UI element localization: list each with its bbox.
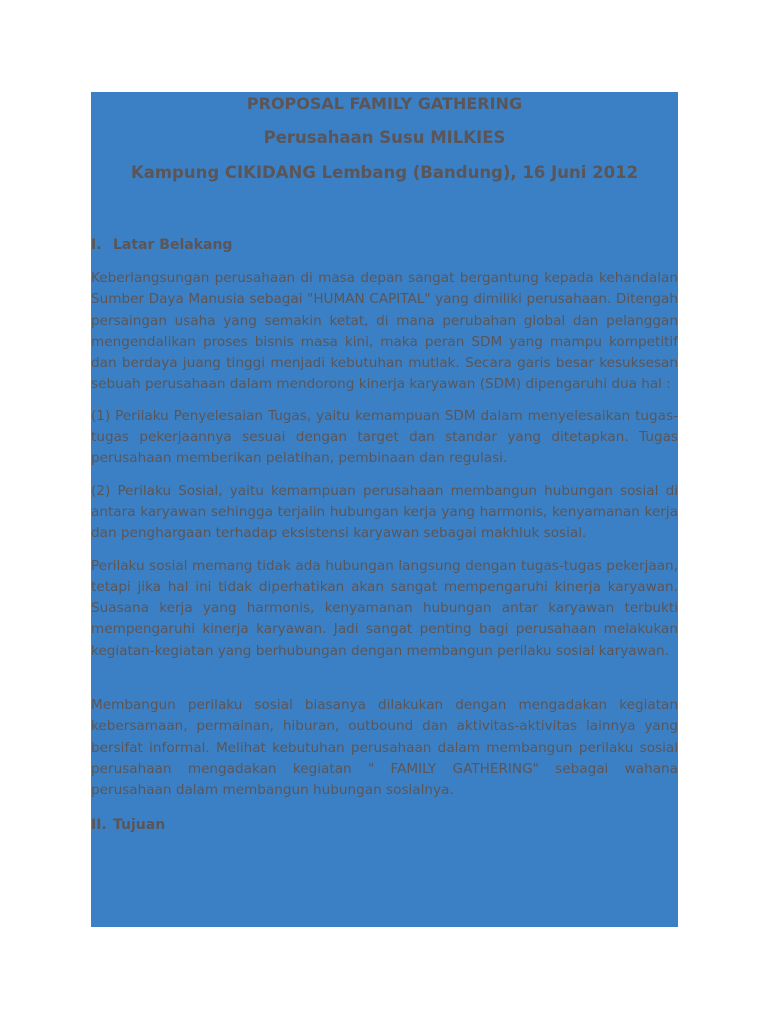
paragraph: (2) Perilaku Sosial, yaitu kemampuan perusahaan membangun hubungan sosial di antara karyawan sehingga terjalin hubungan kerja yang harmonis, kenyamanan kerja dan penghargaan terhadap eksistensi karyawan sebagai makhluk sosial.: [91, 482, 678, 542]
paragraph: Perilaku sosial memang tidak ada hubungan langsung dengan tugas-tugas pekerjaan, tetapi jika hal ini tidak diperhatikan akan sangat mempengaruhi kinerja karyawan. Suasana kerja yang harmonis, kenyamanan hubungan antar karyawan terbukti mempengaruhi kinerja karyawan. Jadi sangat penting bagi perusahaan melakukan kegiatan-kegiatan yang berhubungan dengan membangun perilaku sosial karyawan.: [91, 557, 678, 659]
event-line: Kampung CIKIDANG Lembang (Bandung), 16 Juni 2012: [130, 163, 639, 182]
section-heading-text: Latar Belakang: [113, 237, 233, 253]
title-block: [91, 93, 678, 184]
paragraph: Keberlangsungan perusahaan di masa depan sangat bergantung kepada kehandalan Sumber Daya Manusia sebagai "HUMAN CAPITAL" yang dimiliki perusahaan. Ditengah persaingan usaha yang semakin ketat, di mana perubahan global dan pelanggan mengendalikan proses bisnis masa kini, maka peran SDM yang mampu kompetitif dan berdaya juang tinggi menjadi kebutuhan mutlak. Secara garis besar kesuksesan sebuah perusahaan dalam mendorong kinerja karyawan (SDM) dipengaruhi dua hal :: [91, 270, 678, 393]
document-subtitle: Perusahaan Susu MILKIES: [263, 128, 506, 147]
document-page: [91, 92, 678, 927]
section-number: I.: [91, 237, 102, 253]
section-heading-text: Tujuan: [113, 816, 166, 833]
section-heading-tujuan: [91, 816, 678, 834]
document-title: PROPOSAL FAMILY GATHERING: [246, 94, 523, 113]
section-heading-latar-belakang: [91, 236, 678, 254]
paragraph: (1) Perilaku Penyelesaian Tugas, yaitu kemampuan SDM dalam menyelesaikan tugas-tugas pekerjaannya sesuai dengan target dan standar yang ditetapkan. Tugas perusahaan memberikan pelatihan, pembinaan dan regulasi.: [91, 407, 678, 467]
section-number: II.: [91, 816, 107, 833]
paragraph: Membangun perilaku sosial biasanya dilakukan dengan mengadakan kegiatan kebersamaan, permainan, hiburan, outbound dan aktivitas-aktivitas lainnya yang bersifat informal. Melihat kebutuhan perusahaan dalam membangun perilaku sosial perusahaan mengadakan kegiatan " FAMILY GATHERING" sebagai wahana perusahaan dalam membangun hubungan sosialnya.: [91, 697, 678, 799]
